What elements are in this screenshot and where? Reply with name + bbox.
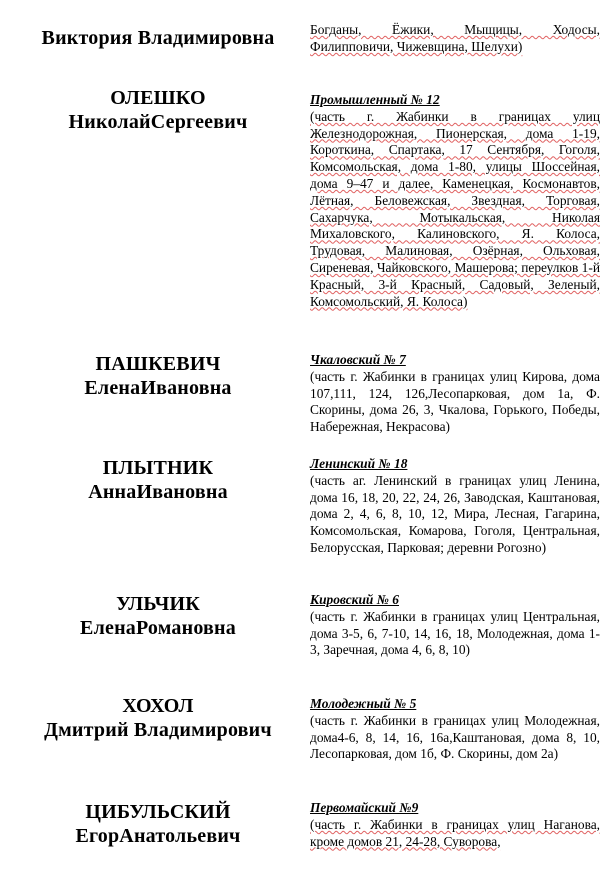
district-streets: (часть г. Жабинки в границах улиц Наганова, кроме домов 21, 24-28, Суворова,	[310, 816, 600, 849]
district-title: Первомайский №9	[310, 800, 419, 815]
candidate-surname: ХОХОЛ	[122, 695, 194, 717]
candidate-given-name: ЕгорАнатольевич	[75, 825, 241, 847]
candidate-name	[16, 694, 300, 742]
candidate-given-name: НиколайСергеевич	[68, 111, 248, 133]
district-streets: (часть аг. Ленинский в границах улиц Ленина, дома 16, 18, 20, 22, 24, 26, Заводская, Каштановая, дома 2, 4, 6, 8, 10, 12, Мира, Лесная, Гагарина, Комсомольская, Комарова, Гоголя, Центральная, Белорусская, Парковая; деревни Рогозно)	[310, 472, 600, 555]
district-description	[310, 592, 600, 659]
candidate-surname: ЦИБУЛЬСКИЙ	[85, 801, 231, 823]
candidate-given-name: ЕленаРомановна	[80, 617, 236, 639]
candidate-name	[16, 26, 300, 50]
district-title: Чкаловский № 7	[310, 352, 406, 367]
district-description	[310, 22, 600, 56]
district-streets: Богданы, Ёжики, Мыщицы, Ходосы, Филипповичи, Чижевщина, Шелухи)	[310, 22, 600, 54]
district-title: Ленинский № 18	[310, 456, 408, 471]
district-title: Кировский № 6	[310, 592, 399, 607]
district-description	[310, 456, 600, 557]
district-streets: (часть г. Жабинки в границах улиц Кирова, дома 107,111, 124, 126,Лесопарковая, дом 1а, Ф. Скорины, дома 26, 3, Чкалова, Горького, Победы, Набережная, Некрасова)	[310, 368, 600, 435]
candidate-given-name: АннаИвановна	[88, 481, 228, 503]
district-description	[310, 92, 600, 310]
district-description	[310, 696, 600, 763]
district-streets: (часть г. Жабинки в границах улиц Железнодорожная, Пионерская, дома 1-19, Короткина, Спартака, 17 Сентября, Гоголя, Комсомольская, дома 1-80, улицы Шоссейная, дома 9–47 и далее, Каменецкая, Космонавтов, Лётная, Беловежская, Звездная, Торговая, Сахарчука, Мотыкальская, Николая Михаловского, Калиновского, Я. Колоса, Трудовая, Малиновая, Озёрная, Ольховая, Сиреневая, Чайковского, Машерова; переулков 1-й Красный, 3-й Красный, Садовый, Зеленый, Комсомольский, Я. Колоса)	[310, 108, 600, 309]
district-streets: (часть г. Жабинки в границах улиц Центральная, дома 3-5, 6, 7-10, 14, 16, 18, Молодежная, дома 1-3, Заречная, дома 4, 6, 8, 10)	[310, 608, 600, 658]
district-title: Молодежный № 5	[310, 696, 417, 711]
district-description	[310, 352, 600, 436]
candidate-name-line: Виктория Владимировна	[41, 27, 275, 49]
candidate-surname: УЛЬЧИК	[116, 593, 200, 615]
candidate-given-name: ЕленаИвановна	[84, 377, 232, 399]
candidate-given-name: Дмитрий Владимирович	[44, 719, 272, 741]
candidate-name	[16, 352, 300, 400]
candidate-surname: ПЛЫТНИК	[102, 457, 214, 479]
district-description	[310, 800, 600, 850]
candidate-surname: ОЛЕШКО	[110, 87, 206, 109]
candidate-name	[16, 86, 300, 134]
district-streets: (часть г. Жабинки в границах улиц Молодежная, дома4-6, 8, 14, 16, 16а,Каштановая, дома 8, 10, Лесопарковая, дом 1б, Ф. Скорины, дом 2а)	[310, 712, 600, 762]
candidate-name	[16, 800, 300, 848]
candidate-surname: ПАШКЕВИЧ	[95, 353, 221, 375]
candidate-name	[16, 592, 300, 640]
district-title: Промышленный № 12	[310, 92, 440, 107]
candidate-name	[16, 456, 300, 504]
